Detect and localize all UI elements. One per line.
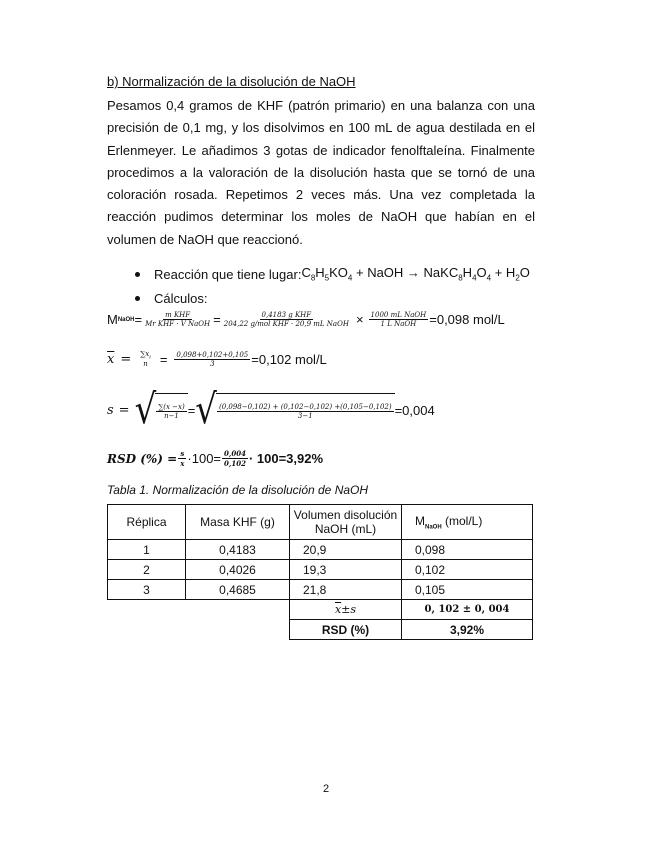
- summary-row-rsd: [108, 620, 533, 640]
- sqrt-1-icon: √ $\frac{\sum(x -x)}{n-1}$: [135, 393, 188, 427]
- mean-std-value: 0, 102 ± 0, 004: [402, 600, 533, 620]
- bullet-calculations: [107, 286, 535, 310]
- header-mass: Masa KHF (g): [186, 505, 290, 540]
- header-volume: Volumen disolución NaOH (mL): [290, 505, 402, 540]
- reaction-label: Reacción que tiene lugar:: [154, 266, 302, 282]
- table-row: 1 0,4183 20,9 0,098: [108, 540, 533, 560]
- rsd-formula: RSD (%) = $\frac{s}{x}$ ·100= $\frac{0,004}{0,102}$ · 100=3,92%: [107, 449, 324, 468]
- table-caption: Tabla 1. Normalización de la disolución de NaOH: [107, 483, 369, 497]
- summary-row-mean: [108, 600, 533, 620]
- calculations-label: Cálculos:: [154, 290, 208, 306]
- bullet-dot-icon: [135, 272, 140, 277]
- bullet-list: [107, 262, 535, 310]
- bullet-reaction: [107, 262, 535, 286]
- header-molarity: $M_{NaOH}$ (mol/L): [402, 505, 533, 540]
- molarity-formula: M NaOH = $\frac{\text{m KHF}}{\text{Mr KHF · V NaOH}}$ = $\frac{\text{0,4183 g KHF}}{\text{204,22 g/mol KHF · 20,9 mL NaOH}}$ × $\frac{\text{1000 mL NaOH}}{\text{1 L NaOH}}$ =0,098 mol/L: [107, 311, 505, 328]
- rsd-value: 3,92%: [402, 620, 533, 640]
- sqrt-2-icon: √ $\frac{(0,098-0,102) + (0,102-0,102) +(0,105-0,102)}{3-1}$: [195, 393, 394, 427]
- table-header-row: [108, 505, 533, 540]
- header-replica: Réplica: [108, 505, 186, 540]
- normalization-table: [107, 504, 533, 640]
- table-row: 3 0,4685 21,8 0,105: [108, 580, 533, 600]
- std-dev-formula: s = √ $\frac{\sum(x -x)}{n-1}$ = √ $\frac{(0,098-0,102) + (0,102-0,102) +(0,105-0,102)}{3-1}$ =0,004: [107, 386, 435, 434]
- rsd-label: RSD (%): [290, 620, 402, 640]
- bullet-dot-icon: [135, 296, 140, 301]
- mean-formula: $\overline{x}$ = $\sum x_i$ n = $\frac{0,098+0,102+0,105}{3}$ =0,102 mol/L: [107, 350, 327, 369]
- table-row: 2 0,4026 19,3 0,102: [108, 560, 533, 580]
- section-heading: b) Normalización de la disolución de NaOH: [107, 74, 356, 89]
- page-number: 2: [323, 783, 330, 795]
- reaction-equation: $C_8H_5KO_4$ + NaOH → $NaKC_8H_4O_4 + H_2O$: [301, 265, 530, 283]
- mean-std-label: $\overline{x}\pm s$: [290, 600, 402, 620]
- procedure-paragraph: Pesamos 0,4 gramos de KHF (patrón primario) en una balanza con una precisión de 0,1 mg, y los disolvimos en 100 mL de agua destilada en el Erlenmeyer. Le añadimos 3 gotas de indicador fenolftaleína. Finalmente procedimos a la valoración de la disolución hasta que se tornó de una coloración rosada. Repetimos 2 veces más. Una vez completada la reacción pudimos determinar los moles de NaOH que habían en el volumen de NaOH que reaccionó.: [107, 98, 535, 247]
